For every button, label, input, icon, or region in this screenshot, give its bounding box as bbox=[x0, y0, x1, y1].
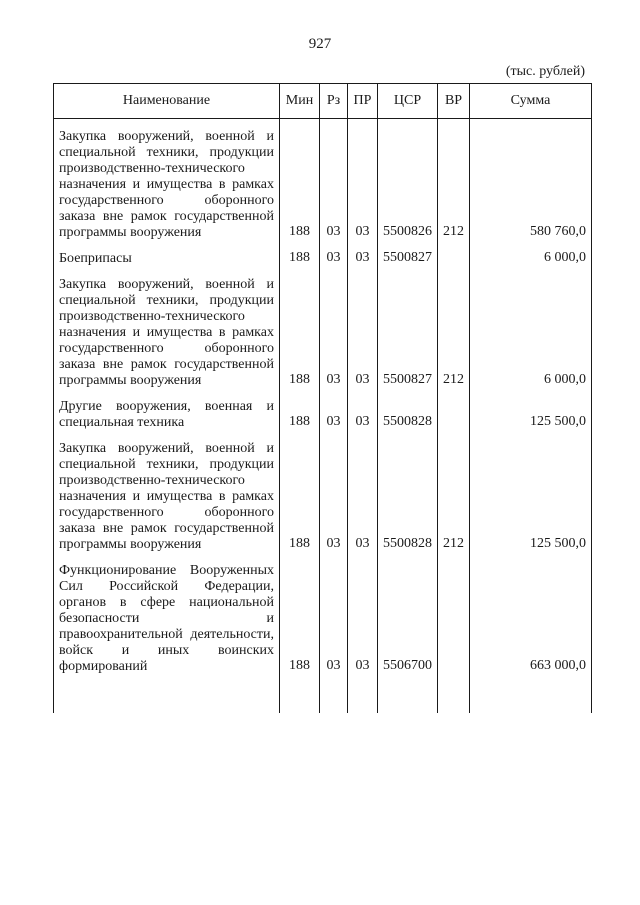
header-rz: Рз bbox=[320, 84, 348, 119]
row-min: 188 bbox=[280, 241, 320, 267]
header-pr: ПР bbox=[348, 84, 378, 119]
row-sum: 580 760,0 bbox=[470, 119, 592, 242]
row-name: Закупка вооружений, военной и специальной техники, продукции производственно-технического назначения и имущества в рамках государственного оборонного заказа вне рамок государственной программы вооружения bbox=[54, 431, 280, 553]
row-name: Боеприпасы bbox=[54, 241, 280, 267]
row-csr: 5500827 bbox=[378, 241, 438, 267]
row-rz: 03 bbox=[320, 431, 348, 553]
row-csr: 5506700 bbox=[378, 553, 438, 675]
header-sum: Сумма bbox=[470, 84, 592, 119]
page-number: 927 bbox=[308, 36, 332, 52]
units-note: (тыс. рублей) bbox=[505, 64, 585, 79]
row-min: 188 bbox=[280, 267, 320, 389]
row-sum: 663 000,0 bbox=[470, 553, 592, 675]
row-rz: 03 bbox=[320, 241, 348, 267]
row-csr: 5500828 bbox=[378, 431, 438, 553]
row-vr bbox=[438, 241, 470, 267]
table-spacer-row bbox=[54, 675, 592, 713]
row-name: Функционирование Вооруженных Сил Российской Федерации, органов в сфере национальной безопасности и правоохранительной деятельности, войск и иных воинских формирований bbox=[54, 553, 280, 675]
row-csr: 5500827 bbox=[378, 267, 438, 389]
table-row bbox=[54, 553, 592, 675]
row-sum: 6 000,0 bbox=[470, 267, 592, 389]
row-sum: 125 500,0 bbox=[470, 389, 592, 431]
row-name: Закупка вооружений, военной и специальной техники, продукции производственно-технического назначения и имущества в рамках государственного оборонного заказа вне рамок государственной программы вооружения bbox=[54, 267, 280, 389]
table-row bbox=[54, 267, 592, 389]
row-min: 188 bbox=[280, 389, 320, 431]
row-name: Другие вооружения, военная и специальная техника bbox=[54, 389, 280, 431]
row-pr: 03 bbox=[348, 241, 378, 267]
table-row bbox=[54, 241, 592, 267]
table-header-row bbox=[54, 84, 592, 119]
row-vr bbox=[438, 553, 470, 675]
row-pr: 03 bbox=[348, 267, 378, 389]
row-csr: 5500828 bbox=[378, 389, 438, 431]
row-name: Закупка вооружений, военной и специальной техники, продукции производственно-технического назначения и имущества в рамках государственного оборонного заказа вне рамок государственной программы вооружения bbox=[54, 119, 280, 242]
row-csr: 5500826 bbox=[378, 119, 438, 242]
row-pr: 03 bbox=[348, 389, 378, 431]
row-vr: 212 bbox=[438, 119, 470, 242]
row-sum: 125 500,0 bbox=[470, 431, 592, 553]
row-pr: 03 bbox=[348, 553, 378, 675]
row-vr: 212 bbox=[438, 431, 470, 553]
header-min: Мин bbox=[280, 84, 320, 119]
row-rz: 03 bbox=[320, 389, 348, 431]
row-pr: 03 bbox=[348, 431, 378, 553]
row-sum: 6 000,0 bbox=[470, 241, 592, 267]
row-rz: 03 bbox=[320, 267, 348, 389]
row-min: 188 bbox=[280, 431, 320, 553]
row-vr: 212 bbox=[438, 267, 470, 389]
header-csr: ЦСР bbox=[378, 84, 438, 119]
table-row bbox=[54, 431, 592, 553]
row-rz: 03 bbox=[320, 119, 348, 242]
header-name: Наименование bbox=[54, 84, 280, 119]
row-rz: 03 bbox=[320, 553, 348, 675]
row-min: 188 bbox=[280, 119, 320, 242]
table-row bbox=[54, 389, 592, 431]
budget-table bbox=[53, 83, 592, 713]
row-min: 188 bbox=[280, 553, 320, 675]
row-vr bbox=[438, 389, 470, 431]
header-vr: ВР bbox=[438, 84, 470, 119]
row-pr: 03 bbox=[348, 119, 378, 242]
table-row bbox=[54, 119, 592, 242]
